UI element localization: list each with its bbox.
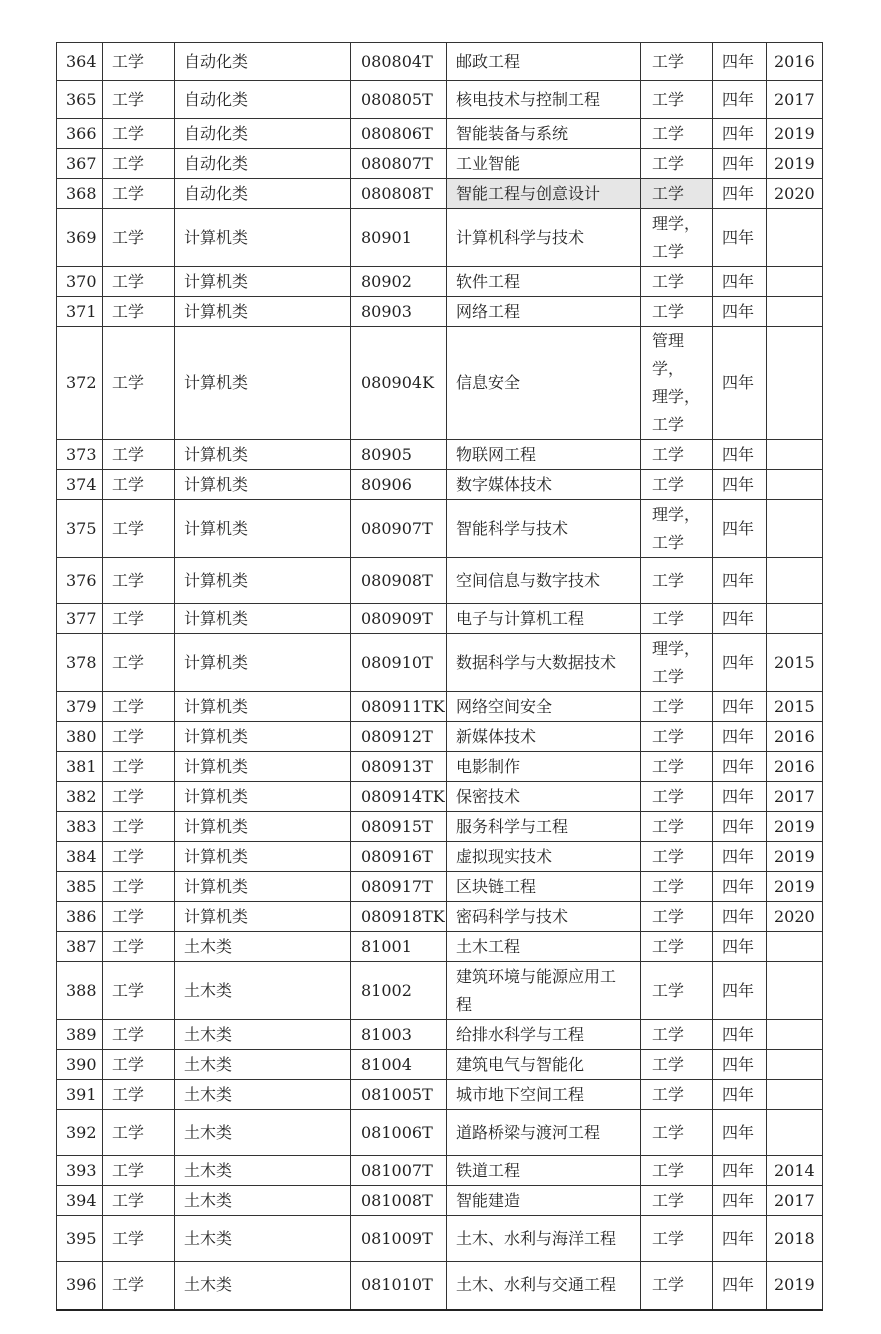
year-added-cell: 2017 [767,81,823,119]
table-row [57,440,823,470]
year-added-cell [767,327,823,440]
row-number-cell: 375 [57,500,103,558]
degree-cell: 工学 [641,812,713,842]
degree-cell: 理学， 工学 [641,634,713,692]
degree-cell: 工学 [641,932,713,962]
row-number-cell: 385 [57,872,103,902]
category-cell: 土木类 [175,1216,351,1262]
row-number-cell: 381 [57,752,103,782]
discipline-cell: 工学 [103,902,175,932]
major-code-cell: 081007T [351,1156,447,1186]
duration-cell: 四年 [713,500,767,558]
degree-cell: 工学 [641,470,713,500]
year-added-cell [767,962,823,1020]
degree-cell: 工学 [641,1080,713,1110]
row-number-cell: 382 [57,782,103,812]
degree-cell: 工学 [641,722,713,752]
category-cell: 土木类 [175,1186,351,1216]
year-added-cell: 2019 [767,149,823,179]
discipline-cell: 工学 [103,812,175,842]
discipline-cell: 工学 [103,1156,175,1186]
row-number-cell: 369 [57,209,103,267]
major-code-cell: 080916T [351,842,447,872]
year-added-cell [767,440,823,470]
major-name-cell: 软件工程 [447,267,641,297]
duration-cell: 四年 [713,722,767,752]
category-cell: 土木类 [175,1020,351,1050]
degree-cell: 工学 [641,1262,713,1310]
degree-cell: 工学 [641,149,713,179]
row-number-cell: 395 [57,1216,103,1262]
major-code-cell: 080805T [351,81,447,119]
year-added-cell: 2016 [767,43,823,81]
duration-cell: 四年 [713,327,767,440]
degree-cell: 工学 [641,43,713,81]
row-number-cell: 388 [57,962,103,1020]
discipline-cell: 工学 [103,1050,175,1080]
degree-cell: 管理学， 理学， 工学 [641,327,713,440]
major-code-cell: 80902 [351,267,447,297]
year-added-cell [767,1050,823,1080]
discipline-cell: 工学 [103,752,175,782]
major-code-cell: 80906 [351,470,447,500]
duration-cell: 四年 [713,149,767,179]
degree-cell: 工学 [641,782,713,812]
duration-cell: 四年 [713,1080,767,1110]
major-name-cell: 土木、水利与海洋工程 [447,1216,641,1262]
major-name-cell: 虚拟现实技术 [447,842,641,872]
major-name-cell: 区块链工程 [447,872,641,902]
row-number-cell: 387 [57,932,103,962]
category-cell: 计算机类 [175,634,351,692]
degree-cell: 工学 [641,752,713,782]
year-added-cell [767,209,823,267]
table-row [57,43,823,81]
row-number-cell: 389 [57,1020,103,1050]
table-row [57,470,823,500]
duration-cell: 四年 [713,962,767,1020]
year-added-cell [767,297,823,327]
row-number-cell: 377 [57,604,103,634]
major-code-cell: 080911TK [351,692,447,722]
year-added-cell [767,558,823,604]
duration-cell: 四年 [713,902,767,932]
category-cell: 土木类 [175,1262,351,1310]
major-code-cell: 080806T [351,119,447,149]
major-name-cell: 智能工程与创意设计 [447,179,641,209]
table-row [57,149,823,179]
category-cell: 计算机类 [175,327,351,440]
category-cell: 计算机类 [175,902,351,932]
row-number-cell: 379 [57,692,103,722]
major-code-cell: 80901 [351,209,447,267]
year-added-cell: 2020 [767,179,823,209]
row-number-cell: 367 [57,149,103,179]
duration-cell: 四年 [713,1262,767,1310]
major-code-cell: 80905 [351,440,447,470]
year-added-cell: 2016 [767,722,823,752]
table-row [57,1186,823,1216]
table-row [57,297,823,327]
table-row [57,1110,823,1156]
table-row [57,902,823,932]
duration-cell: 四年 [713,470,767,500]
category-cell: 计算机类 [175,558,351,604]
duration-cell: 四年 [713,1216,767,1262]
duration-cell: 四年 [713,752,767,782]
major-name-cell: 土木工程 [447,932,641,962]
row-number-cell: 370 [57,267,103,297]
discipline-cell: 工学 [103,119,175,149]
year-added-cell: 2019 [767,119,823,149]
category-cell: 计算机类 [175,470,351,500]
discipline-cell: 工学 [103,43,175,81]
major-name-cell: 保密技术 [447,782,641,812]
category-cell: 自动化类 [175,43,351,81]
table-row [57,722,823,752]
discipline-cell: 工学 [103,209,175,267]
row-number-cell: 391 [57,1080,103,1110]
category-cell: 土木类 [175,1156,351,1186]
duration-cell: 四年 [713,558,767,604]
category-cell: 计算机类 [175,872,351,902]
major-code-cell: 80903 [351,297,447,327]
year-added-cell: 2019 [767,842,823,872]
row-number-cell: 384 [57,842,103,872]
duration-cell: 四年 [713,932,767,962]
major-name-cell: 电影制作 [447,752,641,782]
category-cell: 土木类 [175,1080,351,1110]
major-name-cell: 智能装备与系统 [447,119,641,149]
discipline-cell: 工学 [103,604,175,634]
duration-cell: 四年 [713,267,767,297]
discipline-cell: 工学 [103,932,175,962]
major-code-cell: 81003 [351,1020,447,1050]
major-code-cell: 080807T [351,149,447,179]
table-row [57,81,823,119]
degree-cell: 工学 [641,119,713,149]
row-number-cell: 374 [57,470,103,500]
major-code-cell: 080910T [351,634,447,692]
duration-cell: 四年 [713,692,767,722]
major-name-cell: 计算机科学与技术 [447,209,641,267]
category-cell: 自动化类 [175,149,351,179]
row-number-cell: 372 [57,327,103,440]
row-number-cell: 392 [57,1110,103,1156]
major-code-cell: 81001 [351,932,447,962]
discipline-cell: 工学 [103,1020,175,1050]
major-name-cell: 工业智能 [447,149,641,179]
major-name-cell: 信息安全 [447,327,641,440]
row-number-cell: 383 [57,812,103,842]
major-name-cell: 网络工程 [447,297,641,327]
degree-cell: 理学， 工学 [641,500,713,558]
degree-cell: 工学 [641,962,713,1020]
discipline-cell: 工学 [103,872,175,902]
year-added-cell: 2017 [767,1186,823,1216]
row-number-cell: 378 [57,634,103,692]
duration-cell: 四年 [713,604,767,634]
table-row [57,634,823,692]
degree-cell: 工学 [641,297,713,327]
year-added-cell: 2018 [767,1216,823,1262]
degree-cell: 工学 [641,604,713,634]
discipline-cell: 工学 [103,179,175,209]
category-cell: 计算机类 [175,752,351,782]
major-name-cell: 给排水科学与工程 [447,1020,641,1050]
degree-cell: 工学 [641,179,713,209]
discipline-cell: 工学 [103,267,175,297]
year-added-cell: 2019 [767,1262,823,1310]
discipline-cell: 工学 [103,634,175,692]
degree-cell: 工学 [641,81,713,119]
major-code-cell: 81004 [351,1050,447,1080]
major-code-cell: 080808T [351,179,447,209]
major-code-cell: 081008T [351,1186,447,1216]
major-code-cell: 81002 [351,962,447,1020]
degree-cell: 工学 [641,902,713,932]
year-added-cell: 2017 [767,782,823,812]
duration-cell: 四年 [713,179,767,209]
table-row [57,267,823,297]
discipline-cell: 工学 [103,149,175,179]
discipline-cell: 工学 [103,81,175,119]
year-added-cell [767,932,823,962]
row-number-cell: 380 [57,722,103,752]
category-cell: 计算机类 [175,209,351,267]
duration-cell: 四年 [713,81,767,119]
year-added-cell [767,267,823,297]
category-cell: 计算机类 [175,297,351,327]
category-cell: 自动化类 [175,119,351,149]
degree-cell: 工学 [641,842,713,872]
category-cell: 计算机类 [175,782,351,812]
major-name-cell: 新媒体技术 [447,722,641,752]
duration-cell: 四年 [713,1050,767,1080]
degree-cell: 工学 [641,440,713,470]
major-code-cell: 081009T [351,1216,447,1262]
category-cell: 计算机类 [175,722,351,752]
row-number-cell: 373 [57,440,103,470]
degree-cell: 工学 [641,1216,713,1262]
major-code-cell: 080908T [351,558,447,604]
major-code-cell: 080917T [351,872,447,902]
year-added-cell: 2014 [767,1156,823,1186]
discipline-cell: 工学 [103,962,175,1020]
major-name-cell: 土木、水利与交通工程 [447,1262,641,1310]
table-row [57,932,823,962]
year-added-cell: 2015 [767,634,823,692]
year-added-cell [767,1020,823,1050]
discipline-cell: 工学 [103,1262,175,1310]
major-code-cell: 081005T [351,1080,447,1110]
duration-cell: 四年 [713,634,767,692]
duration-cell: 四年 [713,872,767,902]
duration-cell: 四年 [713,209,767,267]
category-cell: 计算机类 [175,440,351,470]
discipline-cell: 工学 [103,1186,175,1216]
major-name-cell: 邮政工程 [447,43,641,81]
major-code-cell: 080914TK [351,782,447,812]
discipline-cell: 工学 [103,470,175,500]
table-row [57,1020,823,1050]
major-name-cell: 建筑环境与能源应用工 程 [447,962,641,1020]
major-name-cell: 道路桥梁与渡河工程 [447,1110,641,1156]
major-name-cell: 智能科学与技术 [447,500,641,558]
table-row [57,119,823,149]
major-code-cell: 080918TK [351,902,447,932]
major-name-cell: 智能建造 [447,1186,641,1216]
discipline-cell: 工学 [103,1110,175,1156]
major-name-cell: 物联网工程 [447,440,641,470]
degree-cell: 工学 [641,1156,713,1186]
row-number-cell: 368 [57,179,103,209]
major-name-cell: 服务科学与工程 [447,812,641,842]
major-name-cell: 铁道工程 [447,1156,641,1186]
major-name-cell: 网络空间安全 [447,692,641,722]
major-name-cell: 密码科学与技术 [447,902,641,932]
row-number-cell: 394 [57,1186,103,1216]
major-name-cell: 城市地下空间工程 [447,1080,641,1110]
discipline-cell: 工学 [103,558,175,604]
major-code-cell: 080913T [351,752,447,782]
discipline-cell: 工学 [103,692,175,722]
year-added-cell: 2016 [767,752,823,782]
major-name-cell: 数据科学与大数据技术 [447,634,641,692]
row-number-cell: 393 [57,1156,103,1186]
duration-cell: 四年 [713,1186,767,1216]
table-row [57,179,823,209]
table-row [57,558,823,604]
major-code-cell: 081010T [351,1262,447,1310]
discipline-cell: 工学 [103,782,175,812]
majors-table [56,42,823,1311]
discipline-cell: 工学 [103,722,175,752]
row-number-cell: 386 [57,902,103,932]
category-cell: 土木类 [175,1110,351,1156]
category-cell: 自动化类 [175,81,351,119]
row-number-cell: 390 [57,1050,103,1080]
major-code-cell: 080912T [351,722,447,752]
table-row [57,327,823,440]
major-code-cell: 080904K [351,327,447,440]
table-row [57,1156,823,1186]
table-row [57,1216,823,1262]
row-number-cell: 365 [57,81,103,119]
year-added-cell: 2015 [767,692,823,722]
table-row [57,692,823,722]
degree-cell: 工学 [641,1110,713,1156]
duration-cell: 四年 [713,440,767,470]
discipline-cell: 工学 [103,1216,175,1262]
major-name-cell: 数字媒体技术 [447,470,641,500]
degree-cell: 工学 [641,558,713,604]
major-code-cell: 080804T [351,43,447,81]
degree-cell: 工学 [641,872,713,902]
year-added-cell: 2019 [767,812,823,842]
table-row [57,1050,823,1080]
duration-cell: 四年 [713,1020,767,1050]
major-code-cell: 080915T [351,812,447,842]
year-added-cell [767,500,823,558]
year-added-cell [767,1110,823,1156]
duration-cell: 四年 [713,43,767,81]
table-row [57,842,823,872]
duration-cell: 四年 [713,119,767,149]
major-name-cell: 电子与计算机工程 [447,604,641,634]
discipline-cell: 工学 [103,842,175,872]
degree-cell: 工学 [641,267,713,297]
duration-cell: 四年 [713,782,767,812]
category-cell: 计算机类 [175,267,351,297]
table-row [57,782,823,812]
year-added-cell [767,470,823,500]
major-code-cell: 080909T [351,604,447,634]
discipline-cell: 工学 [103,327,175,440]
table-row [57,1080,823,1110]
discipline-cell: 工学 [103,440,175,470]
table-body [57,43,823,1310]
table-row [57,604,823,634]
discipline-cell: 工学 [103,1080,175,1110]
table-row [57,1262,823,1310]
table-row [57,209,823,267]
row-number-cell: 366 [57,119,103,149]
category-cell: 计算机类 [175,604,351,634]
degree-cell: 工学 [641,1186,713,1216]
table-row [57,812,823,842]
category-cell: 计算机类 [175,842,351,872]
duration-cell: 四年 [713,297,767,327]
discipline-cell: 工学 [103,297,175,327]
degree-cell: 理学， 工学 [641,209,713,267]
year-added-cell: 2020 [767,902,823,932]
category-cell: 土木类 [175,932,351,962]
category-cell: 自动化类 [175,179,351,209]
duration-cell: 四年 [713,1110,767,1156]
category-cell: 土木类 [175,1050,351,1080]
table-row [57,500,823,558]
category-cell: 计算机类 [175,692,351,722]
row-number-cell: 376 [57,558,103,604]
category-cell: 计算机类 [175,812,351,842]
row-number-cell: 396 [57,1262,103,1310]
year-added-cell [767,1080,823,1110]
duration-cell: 四年 [713,842,767,872]
table-row [57,872,823,902]
discipline-cell: 工学 [103,500,175,558]
major-name-cell: 核电技术与控制工程 [447,81,641,119]
duration-cell: 四年 [713,1156,767,1186]
table-row [57,962,823,1020]
year-added-cell: 2019 [767,872,823,902]
major-name-cell: 空间信息与数字技术 [447,558,641,604]
major-code-cell: 081006T [351,1110,447,1156]
category-cell: 土木类 [175,962,351,1020]
table-row [57,752,823,782]
duration-cell: 四年 [713,812,767,842]
year-added-cell [767,604,823,634]
degree-cell: 工学 [641,1020,713,1050]
major-code-cell: 080907T [351,500,447,558]
degree-cell: 工学 [641,692,713,722]
major-name-cell: 建筑电气与智能化 [447,1050,641,1080]
degree-cell: 工学 [641,1050,713,1080]
row-number-cell: 371 [57,297,103,327]
row-number-cell: 364 [57,43,103,81]
category-cell: 计算机类 [175,500,351,558]
